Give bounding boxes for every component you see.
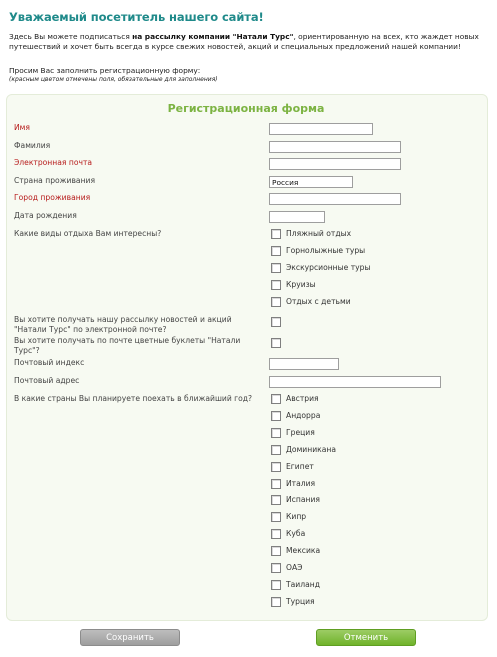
country-option-label: Куба xyxy=(286,529,306,538)
country-option-label: Таиланд xyxy=(286,580,320,589)
booklets-post-label-line1: Вы хотите получать по почте цветные буклеты "Натали xyxy=(14,336,241,345)
first-name-input[interactable] xyxy=(269,123,373,135)
vacation-type-checkbox[interactable] xyxy=(271,263,281,273)
vacation-type-label: Отдых с детьми xyxy=(286,297,351,306)
save-button[interactable]: Сохранить xyxy=(80,629,180,646)
country-option-label: Кипр xyxy=(286,512,307,521)
country-option-label: ОАЭ xyxy=(286,563,303,572)
country-checkbox[interactable] xyxy=(271,411,281,421)
cancel-button[interactable]: Отменить xyxy=(316,629,416,646)
vacation-type-checkbox[interactable] xyxy=(271,246,281,256)
country-option-label: Испания xyxy=(286,495,320,504)
form-title: Регистрационная форма xyxy=(167,102,325,115)
country-option-label: Андорра xyxy=(286,411,321,420)
intro-text xyxy=(9,32,491,52)
country-option-label: Австрия xyxy=(286,394,319,403)
country-checkbox[interactable] xyxy=(271,445,281,455)
city-input[interactable] xyxy=(269,193,401,205)
postal-address-input[interactable] xyxy=(269,376,441,388)
newsletter-email-label-line1: Вы хотите получать нашу рассылку новостей и акций xyxy=(14,315,232,324)
vacation-type-checkbox[interactable] xyxy=(271,297,281,307)
intro-text-end: , ориентированную на всех, кто жаждет новых путешествий и хочет быть всегда в курсе свежих новостей, акций и специальных предложений нашей компании! xyxy=(9,32,479,51)
newsletter-email-label-line2: "Натали Турс" по электронной почте? xyxy=(14,325,167,334)
country-option-label: Доминикана xyxy=(286,445,337,454)
country-option-label: Греция xyxy=(286,428,315,437)
booklets-post-checkbox[interactable] xyxy=(271,338,281,348)
country-checkbox[interactable] xyxy=(271,462,281,472)
country-label: Страна проживания xyxy=(14,176,96,185)
country-checkbox[interactable] xyxy=(271,563,281,573)
vacation-type-label: Экскурсионные туры xyxy=(286,263,371,272)
postal-address-label: Почтовый адрес xyxy=(14,376,80,385)
form-prompt: Просим Вас заполнить регистрационную форму: xyxy=(9,66,201,75)
intro-text-start: Здесь Вы можете подписаться xyxy=(9,32,133,41)
vacation-type-checkbox[interactable] xyxy=(271,280,281,290)
countries-planned-label: В какие страны Вы планируете поехать в ближайший год? xyxy=(14,394,253,403)
country-option-label: Мексика xyxy=(286,546,321,555)
last-name-label: Фамилия xyxy=(14,141,51,150)
country-checkbox[interactable] xyxy=(271,512,281,522)
country-checkbox[interactable] xyxy=(271,529,281,539)
required-fields-note: (красным цветом отмечены поля, обязательные для заполнения) xyxy=(9,76,218,83)
country-option-label: Турция xyxy=(286,597,315,606)
vacation-type-label: Круизы xyxy=(286,280,316,289)
country-option-label: Италия xyxy=(286,479,316,488)
country-checkbox[interactable] xyxy=(271,597,281,607)
country-input[interactable] xyxy=(269,176,353,188)
country-checkbox[interactable] xyxy=(271,428,281,438)
last-name-input[interactable] xyxy=(269,141,401,153)
birthdate-input[interactable] xyxy=(269,211,325,223)
newsletter-email-checkbox[interactable] xyxy=(271,317,281,327)
country-checkbox[interactable] xyxy=(271,479,281,489)
booklets-post-label-line2: Турс"? xyxy=(14,346,40,355)
vacation-type-label: Пляжный отдых xyxy=(286,229,352,238)
postal-code-label: Почтовый индекс xyxy=(14,358,85,367)
city-label: Город проживания xyxy=(14,193,91,202)
country-checkbox[interactable] xyxy=(271,495,281,505)
country-checkbox[interactable] xyxy=(271,394,281,404)
page-title: Уважаемый посетитель нашего сайта! xyxy=(9,10,264,24)
country-checkbox[interactable] xyxy=(271,580,281,590)
postal-code-input[interactable] xyxy=(269,358,339,370)
email-label: Электронная почта xyxy=(14,158,93,167)
intro-text-bold: на рассылку компании "Натали Турс" xyxy=(132,32,294,41)
birthdate-label: Дата рождения xyxy=(14,211,77,220)
email-input[interactable] xyxy=(269,158,401,170)
first-name-label: Имя xyxy=(14,123,30,132)
vacation-type-label: Горнолыжные туры xyxy=(286,246,366,255)
country-checkbox[interactable] xyxy=(271,546,281,556)
country-option-label: Египет xyxy=(286,462,314,471)
vacation-type-checkbox[interactable] xyxy=(271,229,281,239)
vacation-types-label: Какие виды отдыха Вам интересны? xyxy=(14,229,162,238)
